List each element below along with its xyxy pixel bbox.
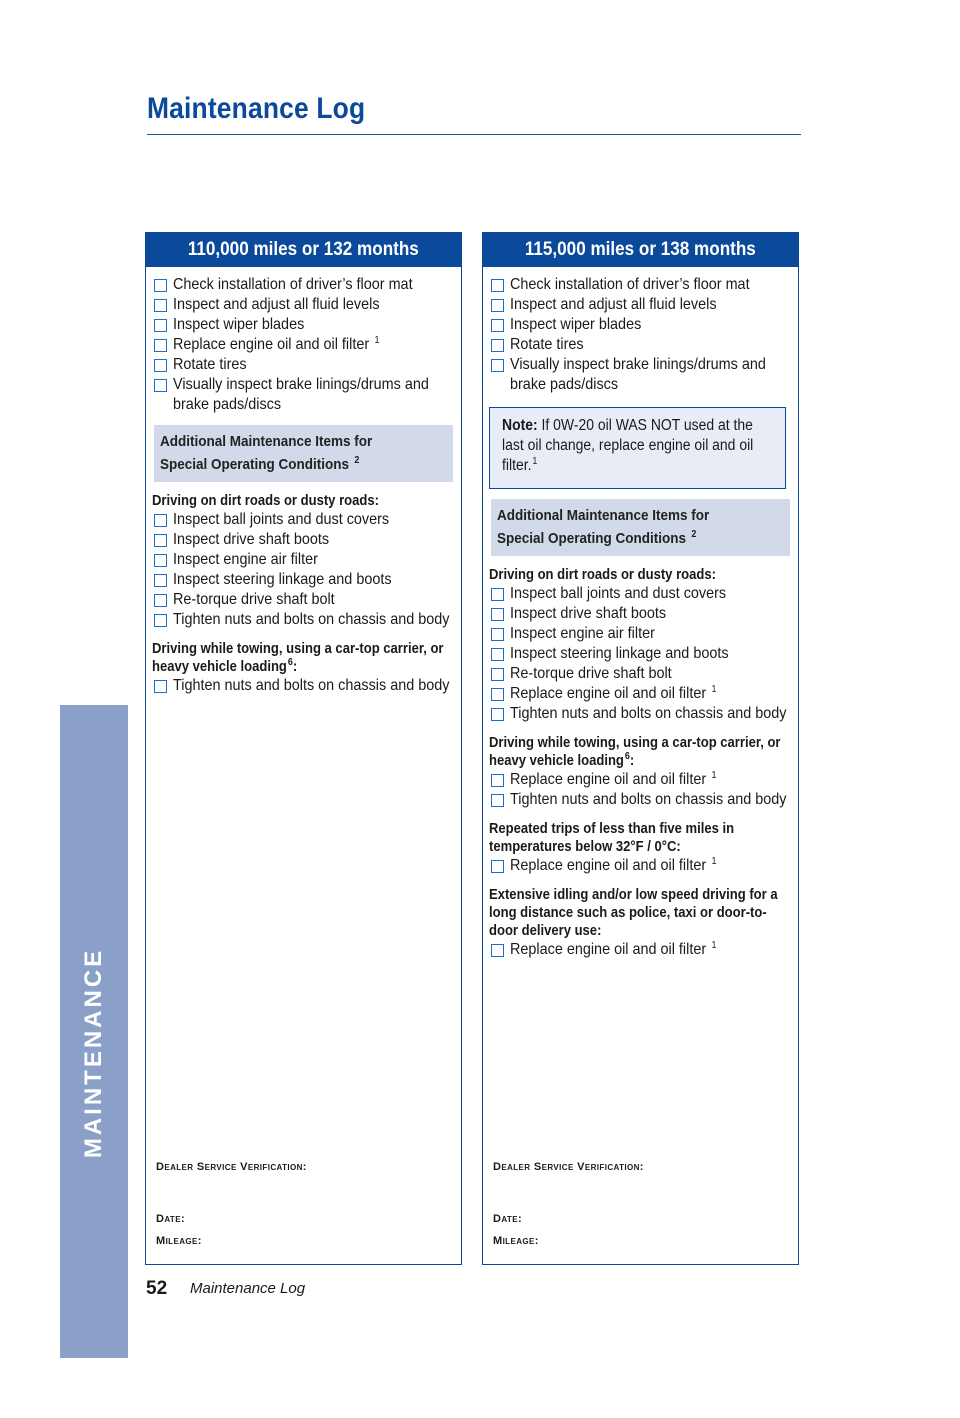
checkbox[interactable] <box>491 648 504 661</box>
panel-header <box>146 233 461 267</box>
panel-header-label: 110,000 miles or 132 months <box>188 239 419 260</box>
checkbox[interactable] <box>154 614 167 627</box>
checklist-item-text: Tighten nuts and bolts on chassis and body <box>510 705 787 722</box>
checklist-item <box>491 770 798 790</box>
checklist-item-text: Check installation of driver’s floor mat <box>173 276 413 293</box>
checklist-item-text: Inspect wiper blades <box>173 316 305 333</box>
log-panel-110000 <box>145 232 462 1265</box>
condition-heading-text: Driving on dirt roads or dusty roads: <box>489 567 716 583</box>
condition-heading-text: Driving while towing, using a car-top carrier, or heavy vehicle loading <box>152 641 444 675</box>
footnote-ref: 6 <box>624 751 630 763</box>
checkbox[interactable] <box>154 339 167 352</box>
condition-sections <box>146 482 461 696</box>
checklist-item-text: Inspect wiper blades <box>510 316 642 333</box>
footnote-ref: 1 <box>711 769 717 781</box>
date-label: Date: <box>156 1213 186 1225</box>
checklist-item-text: Inspect and adjust all fluid levels <box>510 296 717 313</box>
checkbox[interactable] <box>491 608 504 621</box>
mileage-label: Mileage: <box>156 1235 202 1247</box>
checklist-item-text: Inspect ball joints and dust covers <box>173 511 390 528</box>
checklist-item-text: Rotate tires <box>173 356 247 373</box>
checkbox[interactable] <box>154 359 167 372</box>
checklist-item-text: Visually inspect brake linings/drums and brake pads/discs <box>510 356 766 393</box>
checklist-item-text: Inspect steering linkage and boots <box>510 645 729 662</box>
special-conditions-box <box>491 499 790 556</box>
page-title: Maintenance Log <box>147 92 366 125</box>
condition-heading <box>483 810 798 856</box>
dealer-verification-label: Dealer Service Verification: <box>156 1161 307 1173</box>
checklist-item-text: Replace engine oil and oil filter <box>510 857 707 874</box>
condition-heading-text: Driving on dirt roads or dusty roads: <box>152 493 379 509</box>
condition-heading <box>483 724 798 770</box>
checklist-item <box>491 790 798 810</box>
checkbox[interactable] <box>491 688 504 701</box>
checklist <box>483 584 798 724</box>
checklist-item <box>491 940 798 960</box>
checkbox[interactable] <box>154 514 167 527</box>
condition-heading-text: Repeated trips of less than five miles in temperatures below 32°F / 0°C: <box>489 821 735 855</box>
checklist-item <box>154 375 461 415</box>
checklist-item-text: Replace engine oil and oil filter <box>510 685 707 702</box>
condition-heading-text: Extensive idling and/or low speed driving for a long distance such as police, taxi or door-to-door delivery use: <box>489 887 778 939</box>
checklist <box>146 510 461 630</box>
checklist-item-text: Inspect steering linkage and boots <box>173 571 392 588</box>
checklist <box>146 676 461 696</box>
checklist-item <box>154 610 461 630</box>
checklist-item-text: Tighten nuts and bolts on chassis and body <box>173 611 450 628</box>
checklist-item-text: Rotate tires <box>510 336 584 353</box>
checklist-item <box>491 604 798 624</box>
checklist-item <box>491 584 798 604</box>
checkbox[interactable] <box>154 680 167 693</box>
checklist-item <box>154 315 461 335</box>
checkbox[interactable] <box>491 359 504 372</box>
dealer-verification-label: Dealer Service Verification: <box>493 1161 644 1173</box>
checklist-item <box>154 570 461 590</box>
footnote-ref: 2 <box>691 529 697 540</box>
checklist-item <box>491 335 798 355</box>
panel-header-label: 115,000 miles or 138 months <box>525 239 756 260</box>
checkbox[interactable] <box>491 588 504 601</box>
special-conditions-title: Additional Maintenance Items for Special Operating Conditions <box>497 507 710 547</box>
checkbox[interactable] <box>491 279 504 292</box>
condition-heading <box>146 630 461 676</box>
checkbox[interactable] <box>491 708 504 721</box>
footnote-ref: 6 <box>287 657 293 669</box>
checklist <box>483 856 798 876</box>
checklist-item-text: Inspect engine air filter <box>510 625 655 642</box>
checkbox[interactable] <box>491 299 504 312</box>
checklist-item <box>491 856 798 876</box>
footnote-ref: 2 <box>354 455 360 466</box>
checkbox[interactable] <box>491 944 504 957</box>
checklist-item <box>154 530 461 550</box>
footnote-ref: 1 <box>711 683 717 695</box>
checklist-item <box>491 295 798 315</box>
checklist-item <box>491 315 798 335</box>
checklist <box>483 940 798 960</box>
checkbox[interactable] <box>154 594 167 607</box>
footer-label: Maintenance Log <box>190 1280 306 1297</box>
note-text: If 0W-20 oil WAS NOT used at the last oil change, replace engine oil and oil filter. <box>502 417 754 474</box>
checklist-item <box>491 624 798 644</box>
checklist-item-text: Inspect and adjust all fluid levels <box>173 296 380 313</box>
checkbox[interactable] <box>154 319 167 332</box>
condition-sections <box>483 556 798 960</box>
checklist-item-text: Replace engine oil and oil filter <box>510 941 707 958</box>
panel-header <box>483 233 798 267</box>
checklist <box>483 770 798 810</box>
mileage-label: Mileage: <box>493 1235 539 1247</box>
checklist-item <box>491 644 798 664</box>
checklist <box>146 267 461 415</box>
checklist-item-text: Re-torque drive shaft bolt <box>510 665 672 682</box>
checkbox[interactable] <box>154 299 167 312</box>
checklist-item <box>154 355 461 375</box>
checklist-item <box>491 684 798 704</box>
checklist-item-text: Visually inspect brake linings/drums and brake pads/discs <box>173 376 429 413</box>
checklist <box>483 267 798 395</box>
checklist-item-text: Re-torque drive shaft bolt <box>173 591 335 608</box>
side-tab-label: MAINTENANCE <box>80 947 108 1159</box>
checklist-item <box>491 704 798 724</box>
checklist-item-text: Replace engine oil and oil filter <box>173 336 370 353</box>
checklist-item <box>154 510 461 530</box>
checklist-item-text: Tighten nuts and bolts on chassis and body <box>510 791 787 808</box>
checkbox[interactable] <box>154 574 167 587</box>
page-number: 52 <box>146 1278 168 1299</box>
checklist-item <box>154 550 461 570</box>
checklist-item-text: Replace engine oil and oil filter <box>510 771 707 788</box>
footnote-ref: 1 <box>532 455 538 467</box>
condition-heading <box>483 876 798 940</box>
checkbox[interactable] <box>491 668 504 681</box>
log-panel-115000 <box>482 232 799 1265</box>
checkbox[interactable] <box>154 379 167 392</box>
checklist-item <box>491 355 798 395</box>
checklist-item <box>154 275 461 295</box>
checkbox[interactable] <box>491 774 504 787</box>
checklist-item <box>491 275 798 295</box>
checkbox[interactable] <box>491 794 504 807</box>
side-tab-label-wrap <box>60 705 128 1159</box>
checkbox[interactable] <box>154 554 167 567</box>
note-label: Note: <box>502 417 538 434</box>
checklist-item <box>154 590 461 610</box>
checklist-item-text: Check installation of driver’s floor mat <box>510 276 750 293</box>
heading-colon: : <box>292 659 298 675</box>
note-box <box>489 407 786 489</box>
footnote-ref: 1 <box>374 334 380 346</box>
condition-heading-text: Driving while towing, using a car-top carrier, or heavy vehicle loading <box>489 735 781 769</box>
checkbox[interactable] <box>154 279 167 292</box>
footnote-ref: 1 <box>711 939 717 951</box>
special-conditions-box <box>154 425 453 482</box>
checkbox[interactable] <box>491 339 504 352</box>
footnote-ref: 1 <box>711 855 717 867</box>
checklist-item-text: Inspect drive shaft boots <box>510 605 667 622</box>
checklist-item <box>154 295 461 315</box>
checklist-item-text: Inspect drive shaft boots <box>173 531 330 548</box>
heading-colon: : <box>629 753 635 769</box>
condition-heading <box>146 482 461 510</box>
checklist-item <box>154 335 461 355</box>
checklist-item-text: Inspect engine air filter <box>173 551 318 568</box>
checklist-item <box>154 676 461 696</box>
checkbox[interactable] <box>491 319 504 332</box>
checkbox[interactable] <box>491 628 504 641</box>
title-divider <box>147 134 801 135</box>
checklist-item-text: Tighten nuts and bolts on chassis and body <box>173 677 450 694</box>
condition-heading <box>483 556 798 584</box>
checklist-item <box>491 664 798 684</box>
special-conditions-title: Additional Maintenance Items for Special Operating Conditions <box>160 433 373 473</box>
date-label: Date: <box>493 1213 523 1225</box>
checkbox[interactable] <box>491 860 504 873</box>
checklist-item-text: Inspect ball joints and dust covers <box>510 585 727 602</box>
checkbox[interactable] <box>154 534 167 547</box>
